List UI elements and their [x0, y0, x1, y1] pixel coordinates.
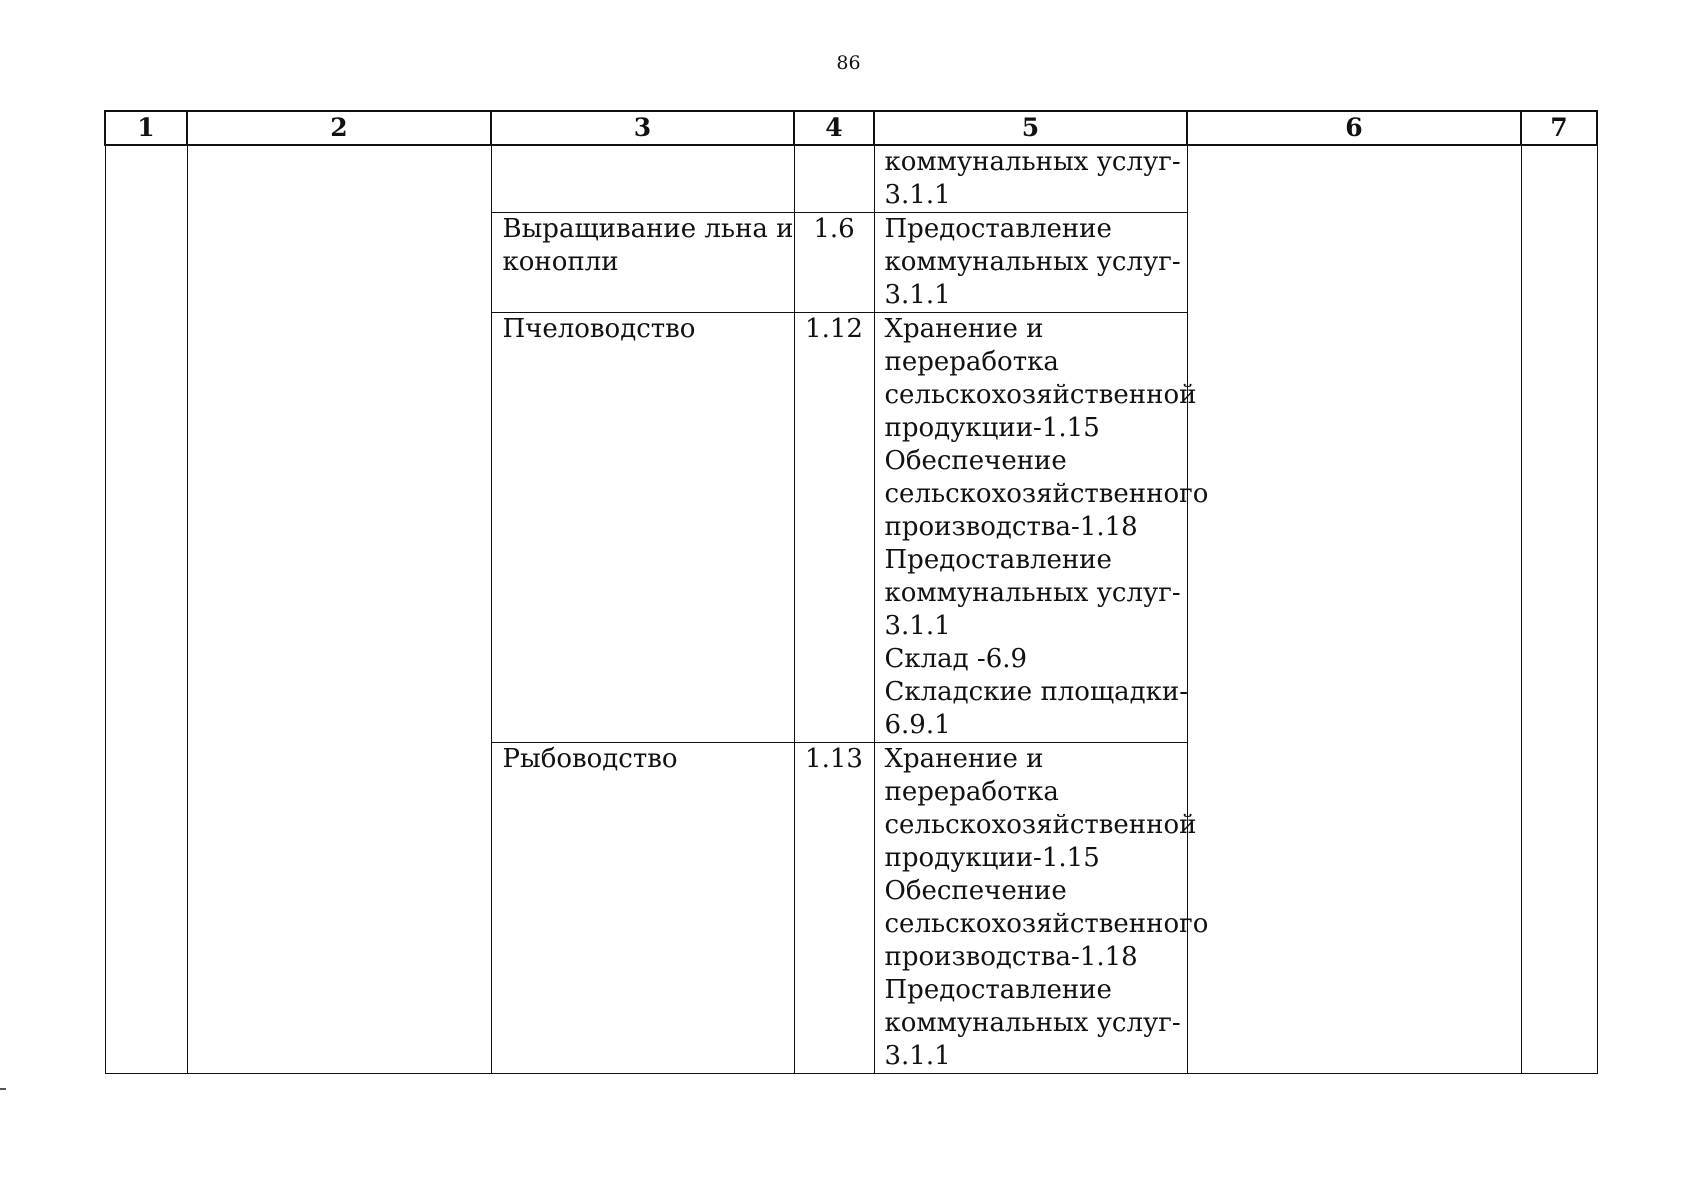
- permitted-use-line: сельскохозяйственного: [884, 909, 1209, 939]
- permitted-use-line: коммунальных услуг-: [884, 147, 1181, 177]
- permitted-use-line: Обеспечение: [884, 446, 1067, 476]
- permitted-use-line: сельскохозяйственного: [884, 479, 1209, 509]
- column-header-5: 5: [874, 111, 1187, 145]
- permitted-use-line: сельскохозяйственной: [884, 380, 1197, 410]
- permitted-use-line: 3.1.1: [884, 280, 951, 310]
- activity-code-cell: 1.6: [794, 213, 874, 313]
- col6-cell: [1187, 145, 1521, 1074]
- column-header-7: 7: [1521, 111, 1597, 145]
- permitted-use-line: сельскохозяйственной: [884, 810, 1197, 840]
- activity-code-cell: [794, 145, 874, 213]
- permitted-use-line: Хранение и: [884, 314, 1044, 344]
- permitted-use-line: коммунальных услуг-: [884, 247, 1181, 277]
- permitted-use-line: переработка: [884, 777, 1059, 807]
- permitted-use-cell: [874, 213, 1187, 313]
- page-number: 86: [836, 52, 861, 74]
- col1-cell: [105, 145, 187, 1074]
- document-table: [104, 110, 1598, 1074]
- activity-code-cell: 1.13: [794, 743, 874, 1074]
- col2-cell: [187, 145, 491, 1074]
- permitted-use-line: 3.1.1: [884, 180, 951, 210]
- permitted-use-line: продукции-1.15: [884, 413, 1100, 443]
- activity-name-line: конопли: [502, 247, 619, 277]
- permitted-use-line: 3.1.1: [884, 1041, 951, 1071]
- activity-name-cell: [491, 213, 794, 313]
- permitted-use-line: 6.9.1: [884, 710, 951, 740]
- permitted-use-line: коммунальных услуг-: [884, 578, 1181, 608]
- permitted-use-line: производства-1.18: [884, 512, 1138, 542]
- permitted-use-line: Склад -6.9: [884, 644, 1028, 674]
- column-header-6: 6: [1187, 111, 1521, 145]
- activity-name-cell: [491, 145, 794, 213]
- permitted-use-line: Обеспечение: [884, 876, 1067, 906]
- activity-name-line: Рыбоводство: [502, 744, 678, 774]
- column-header-3: 3: [491, 111, 794, 145]
- permitted-use-line: Предоставление: [884, 214, 1112, 244]
- activity-name-line: Выращивание льна и: [502, 214, 794, 244]
- permitted-use-cell: [874, 743, 1209, 1074]
- table-header-row: [105, 111, 1597, 145]
- activity-code-cell: 1.12: [794, 313, 874, 743]
- permitted-use-line: производства-1.18: [884, 942, 1138, 972]
- permitted-use-cell: [874, 145, 1187, 213]
- column-header-2: 2: [187, 111, 491, 145]
- permitted-use-line: Предоставление: [884, 545, 1112, 575]
- permitted-use-line: Предоставление: [884, 975, 1112, 1005]
- permitted-use-line: Складские площадки-: [884, 677, 1189, 707]
- activity-name-cell: [491, 313, 794, 743]
- permitted-use-line: продукции-1.15: [884, 843, 1100, 873]
- column-header-4: 4: [794, 111, 874, 145]
- column-header-1: 1: [105, 111, 187, 145]
- permitted-use-cell: [874, 313, 1209, 743]
- table-row: [105, 145, 1597, 213]
- permitted-use-line: переработка: [884, 347, 1059, 377]
- col7-cell: [1521, 145, 1597, 1074]
- scan-edge-mark: [0, 1088, 6, 1090]
- permitted-use-line: Хранение и: [884, 744, 1044, 774]
- permitted-use-line: 3.1.1: [884, 611, 951, 641]
- permitted-use-line: коммунальных услуг-: [884, 1008, 1181, 1038]
- activity-name-line: Пчеловодство: [502, 314, 696, 344]
- activity-name-cell: [491, 743, 794, 1074]
